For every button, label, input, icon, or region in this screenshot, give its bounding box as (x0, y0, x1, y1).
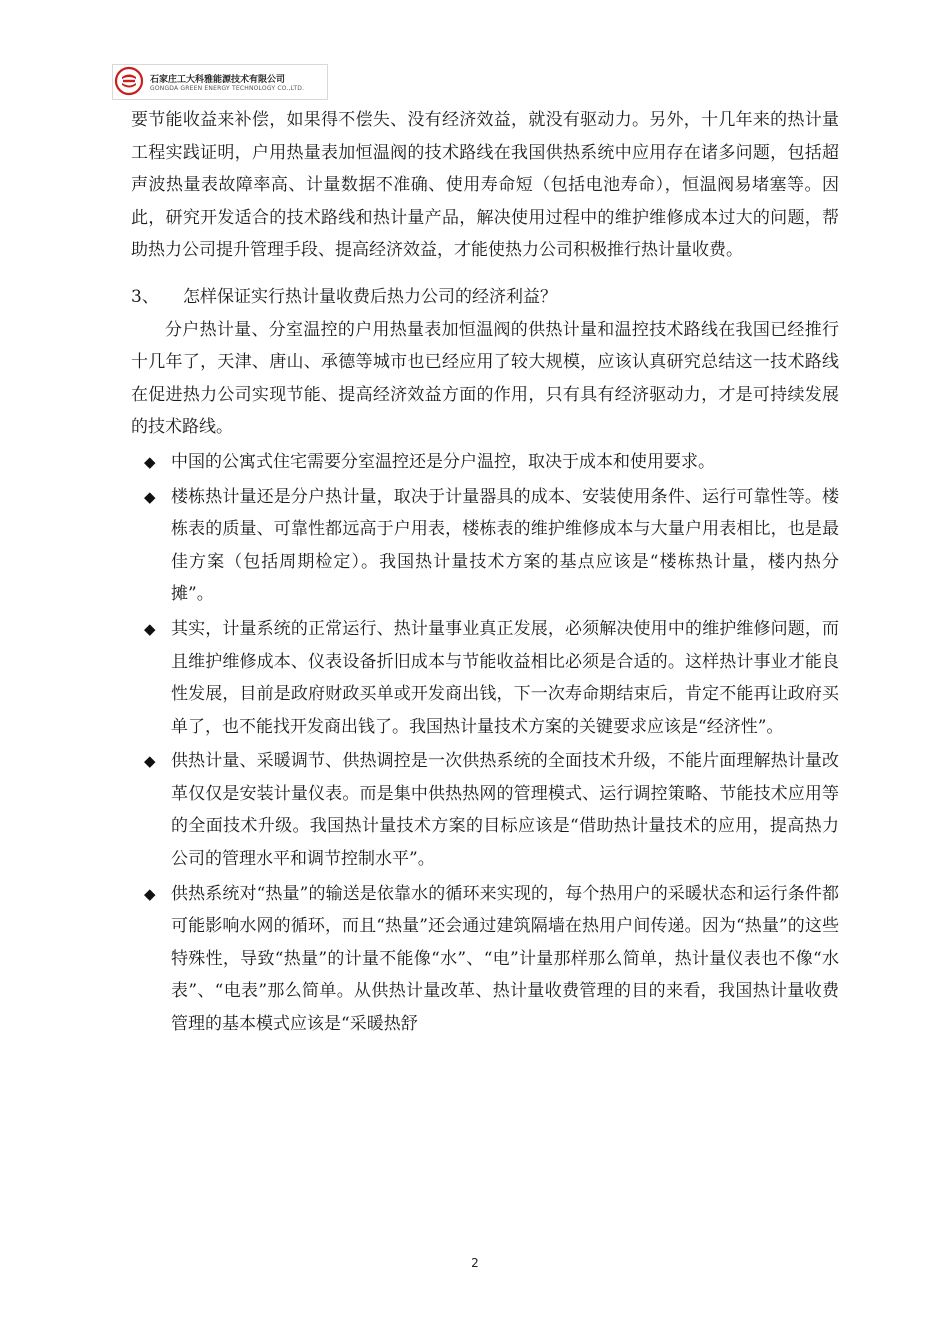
diamond-bullet-icon: ◆ (144, 752, 156, 771)
section-title: 怎样保证实行热计量收费后热力公司的经济利益？ (183, 286, 557, 307)
section-intro-paragraph: 分户热计量、分室温控的户用热量表加恒温阀的供热计量和温控技术路线在我国已经推行十几年了，天津、唐山、承德等城市也已经应用了较大规模，应该认真研究总结这一技术路线在促进热力公司实现节能、提高经济效益方面的作用，只有具有经济驱动力，才是可持续发展的技术路线。 (131, 319, 839, 438)
company-name-cn: 石家庄工大科雅能源技术有限公司 (150, 75, 286, 85)
page-number: 2 (471, 1256, 479, 1270)
list-item: ◆ 中国的公寓式住宅需要分室温控还是分户温控，取决于成本和使用要求。 (131, 446, 839, 479)
list-item: ◆ 供热计量、采暖调节、供热调控是一次供热系统的全面技术升级，不能片面理解热计量改革仅仅是安装计量仪表。而是集中供热热网的管理模式、运行调控策略、节能技术应用等的全面技术升级。我国热计量技术方案的目标应该是“借助热计量技术的应用，提高热力公司的管理水平和调节控制水平”。 (131, 745, 839, 875)
diamond-bullet-icon: ◆ (144, 884, 156, 903)
document-body (131, 104, 839, 1043)
diamond-bullet-icon: ◆ (144, 487, 156, 506)
bullet-list (131, 446, 839, 1041)
list-item: ◆ 其实，计量系统的正常运行、热计量事业真正发展，必须解决使用中的维护维修问题，而且维护维修成本、仪表设备折旧成本与节能收益相比必须是合适的。这样热计事业才能良性发展，目前是政府财政买单或开发商出钱，下一次寿命期结束后，肯定不能再让政府买单了，也不能找开发商出钱了。我国热计量技术方案的关键要求应该是“经济性”。 (131, 613, 839, 743)
diamond-bullet-icon: ◆ (144, 619, 156, 638)
section-heading (131, 281, 839, 314)
company-name-en: GONGDA GREEN ENERGY TECHNOLOGY CO.,LTD. (150, 85, 305, 92)
company-logo-icon (114, 66, 144, 96)
diamond-bullet-icon: ◆ (144, 452, 156, 471)
list-item: ◆ 供热系统对“热量”的输送是依靠水的循环来实现的，每个热用户的采暖状态和运行条件都可能影响水网的循环，而且“热量”还会通过建筑隔墙在热用户间传递。因为“热量”的这些特殊性，导致“热量”的计量不能像“水”、“电”计量那样那么简单，热计量仪表也不像“水表”、“电表”那么简单。从供热计量改革、热计量收费管理的目的来看，我国热计量收费管理的基本模式应该是“采暖热舒 (131, 878, 839, 1041)
section-number: 3、 (131, 286, 159, 307)
page-header (112, 64, 326, 100)
list-item: ◆ 楼栋热计量还是分户热计量，取决于计量器具的成本、安装使用条件、运行可靠性等。楼栋表的质量、可靠性都远高于户用表，楼栋表的维护维修成本与大量户用表相比，也是最佳方案（包括周期检定）。我国热计量技术方案的基点应该是“楼栋热计量，楼内热分摊”。 (131, 481, 839, 611)
intro-paragraph: 要节能收益来补偿，如果得不偿失、没有经济效益，就没有驱动力。另外，十几年来的热计量工程实践证明，户用热量表加恒温阀的技术路线在我国供热系统中应用存在诸多问题，包括超声波热量表故障率高、计量数据不准确、使用寿命短（包括电池寿命），恒温阀易堵塞等。因此，研究开发适合的技术路线和热计量产品，解决使用过程中的维护维修成本过大的问题，帮助热力公司提升管理手段、提高经济效益，才能使热力公司积极推行热计量收费。 (131, 110, 839, 261)
